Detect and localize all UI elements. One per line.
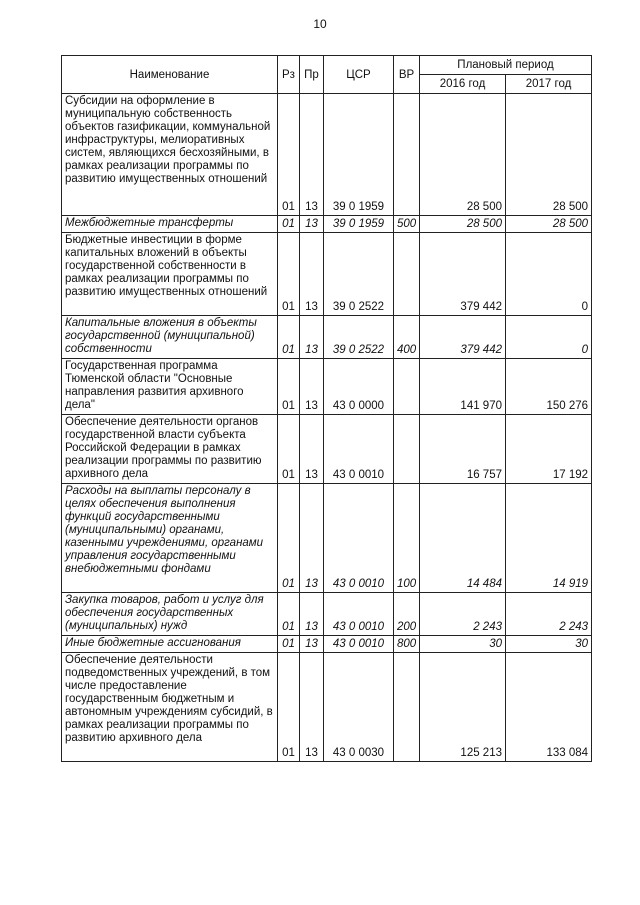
row-2017: 0 (506, 316, 592, 359)
row-vr: 200 (394, 593, 420, 636)
row-pr: 13 (300, 653, 324, 762)
row-rz: 01 (278, 415, 300, 484)
header-plan-period: Плановый период (420, 56, 592, 75)
table-row (62, 216, 592, 233)
header-rz: Рз (278, 56, 300, 94)
row-rz: 01 (278, 636, 300, 653)
header-name: Наименование (62, 56, 278, 94)
row-name: Закупка товаров, работ и услуг для обеспечения государственных (муниципальных) нужд (62, 593, 278, 636)
row-name: Бюджетные инвестиции в форме капитальных вложений в объекты государственной собственности в рамках реализации программы по развитию имущественных отношений (62, 233, 278, 316)
row-2017: 2 243 (506, 593, 592, 636)
row-pr: 13 (300, 415, 324, 484)
row-2016: 141 970 (420, 359, 506, 415)
row-2016: 14 484 (420, 484, 506, 593)
row-rz: 01 (278, 216, 300, 233)
row-name: Государственная программа Тюменской области "Основные направления развития архивного дела" (62, 359, 278, 415)
table-row (62, 593, 592, 636)
row-vr: 400 (394, 316, 420, 359)
row-rz: 01 (278, 593, 300, 636)
row-2017: 28 500 (506, 216, 592, 233)
row-rz: 01 (278, 653, 300, 762)
row-pr: 13 (300, 316, 324, 359)
row-csr: 43 0 0010 (324, 484, 394, 593)
row-pr: 13 (300, 636, 324, 653)
page-number: 10 (313, 17, 327, 31)
row-pr: 13 (300, 216, 324, 233)
table-row (62, 233, 592, 316)
row-vr (394, 359, 420, 415)
row-csr: 39 0 2522 (324, 233, 394, 316)
row-2016: 379 442 (420, 316, 506, 359)
row-csr: 43 0 0010 (324, 636, 394, 653)
row-pr: 13 (300, 233, 324, 316)
row-rz: 01 (278, 94, 300, 216)
header-pr: Пр (300, 56, 324, 94)
row-2017: 17 192 (506, 415, 592, 484)
table-row (62, 484, 592, 593)
row-2016: 28 500 (420, 94, 506, 216)
row-2017: 150 276 (506, 359, 592, 415)
header-year-2016: 2016 год (420, 75, 506, 94)
table-row (62, 359, 592, 415)
row-vr (394, 94, 420, 216)
table-row (62, 636, 592, 653)
row-name: Капитальные вложения в объекты государственной (муниципальной) собственности (62, 316, 278, 359)
row-vr (394, 415, 420, 484)
row-vr: 800 (394, 636, 420, 653)
table-row (62, 316, 592, 359)
row-name: Обеспечение деятельности органов государственной власти субъекта Российской Федерации в рамках реализации программы по развитию архивного дела (62, 415, 278, 484)
row-2016: 28 500 (420, 216, 506, 233)
row-csr: 39 0 1959 (324, 94, 394, 216)
row-rz: 01 (278, 233, 300, 316)
row-name: Расходы на выплаты персоналу в целях обеспечения выполнения функций государственными (муниципальными) органами, казенными учреждениями, органами управления государственными внебюджетными фондами (62, 484, 278, 593)
row-2016: 30 (420, 636, 506, 653)
header-vr: ВР (394, 56, 420, 94)
row-2016: 2 243 (420, 593, 506, 636)
row-csr: 43 0 0010 (324, 593, 394, 636)
row-pr: 13 (300, 484, 324, 593)
row-2016: 379 442 (420, 233, 506, 316)
budget-table (61, 55, 592, 762)
row-vr: 500 (394, 216, 420, 233)
row-name: Обеспечение деятельности подведомственных учреждений, в том числе предоставление государственным бюджетным и автономным учреждениям субсидий, в рамках реализации программы по развитию архивного дела (62, 653, 278, 762)
row-2016: 125 213 (420, 653, 506, 762)
header-year-2017: 2017 год (506, 75, 592, 94)
row-rz: 01 (278, 316, 300, 359)
row-csr: 39 0 2522 (324, 316, 394, 359)
row-csr: 39 0 1959 (324, 216, 394, 233)
row-pr: 13 (300, 94, 324, 216)
row-name: Иные бюджетные ассигнования (62, 636, 278, 653)
row-vr (394, 653, 420, 762)
row-vr: 100 (394, 484, 420, 593)
row-vr (394, 233, 420, 316)
row-2017: 28 500 (506, 94, 592, 216)
row-2017: 133 084 (506, 653, 592, 762)
row-name: Субсидии на оформление в муниципальную собственность объектов газификации, коммунальной инфраструктуры, мелиоративных систем, являющихся бесхозяйными, в рамках реализации программы по развитию имущественных отношений (62, 94, 278, 216)
row-name: Межбюджетные трансферты (62, 216, 278, 233)
row-pr: 13 (300, 359, 324, 415)
row-2016: 16 757 (420, 415, 506, 484)
table-row (62, 415, 592, 484)
row-2017: 14 919 (506, 484, 592, 593)
row-2017: 0 (506, 233, 592, 316)
table-row (62, 94, 592, 216)
row-csr: 43 0 0010 (324, 415, 394, 484)
table-row (62, 653, 592, 762)
row-2017: 30 (506, 636, 592, 653)
row-pr: 13 (300, 593, 324, 636)
row-csr: 43 0 0000 (324, 359, 394, 415)
row-csr: 43 0 0030 (324, 653, 394, 762)
header-csr: ЦСР (324, 56, 394, 94)
row-rz: 01 (278, 484, 300, 593)
row-rz: 01 (278, 359, 300, 415)
